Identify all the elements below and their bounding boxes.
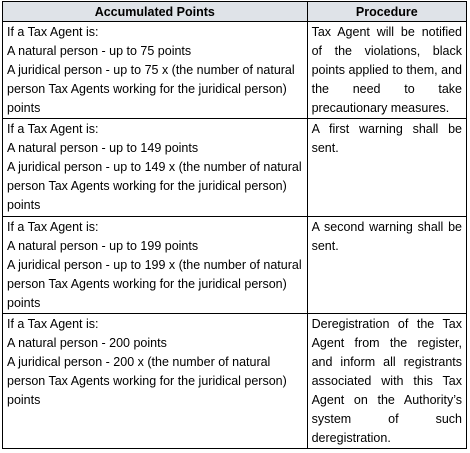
points-cell	[3, 22, 308, 119]
table-row	[3, 217, 467, 314]
condition-intro: If a Tax Agent is:	[7, 317, 99, 331]
condition-intro: If a Tax Agent is:	[7, 122, 99, 136]
points-cell	[3, 314, 308, 449]
natural-person-threshold: A natural person - 200 points	[7, 336, 167, 350]
table-row	[3, 119, 467, 217]
table-row	[3, 22, 467, 119]
procedure-text: Deregistration of the Tax Agent from the register, and inform all registrants associated with this Tax Agent on the Authority’s system of such deregistration.	[311, 317, 462, 445]
procedure-text: Tax Agent will be notified of the violations, black points applied to them, and the need to take precautionary measures.	[311, 25, 462, 115]
natural-person-threshold: A natural person - up to 75 points	[7, 44, 192, 58]
juridical-person-threshold: A juridical person - up to 199 x (the number of natural person Tax Agents working for the juridical person) points	[7, 258, 302, 310]
table-row	[3, 314, 467, 449]
juridical-person-threshold: A juridical person - 200 x (the number of natural person Tax Agents working for the juridical person) points	[7, 355, 287, 407]
procedure-cell	[307, 217, 466, 314]
procedure-text: A first warning shall be sent.	[311, 122, 462, 155]
procedure-text: A second warning shall be sent.	[311, 220, 462, 253]
condition-intro: If a Tax Agent is:	[7, 25, 99, 39]
procedure-cell	[307, 119, 466, 217]
procedure-cell	[307, 22, 466, 119]
points-cell	[3, 217, 308, 314]
natural-person-threshold: A natural person - up to 199 points	[7, 239, 199, 253]
procedure-cell	[307, 314, 466, 449]
natural-person-threshold: A natural person - up to 149 points	[7, 141, 199, 155]
condition-intro: If a Tax Agent is:	[7, 220, 99, 234]
header-accumulated-points: Accumulated Points	[3, 2, 308, 22]
black-points-table	[2, 1, 467, 449]
header-procedure: Procedure	[307, 2, 466, 22]
table-header-row	[3, 2, 467, 22]
juridical-person-threshold: A juridical person - up to 149 x (the number of natural person Tax Agents working for the juridical person) points	[7, 160, 302, 212]
juridical-person-threshold: A juridical person - up to 75 x (the number of natural person Tax Agents working for the juridical person) points	[7, 63, 295, 115]
points-cell	[3, 119, 308, 217]
